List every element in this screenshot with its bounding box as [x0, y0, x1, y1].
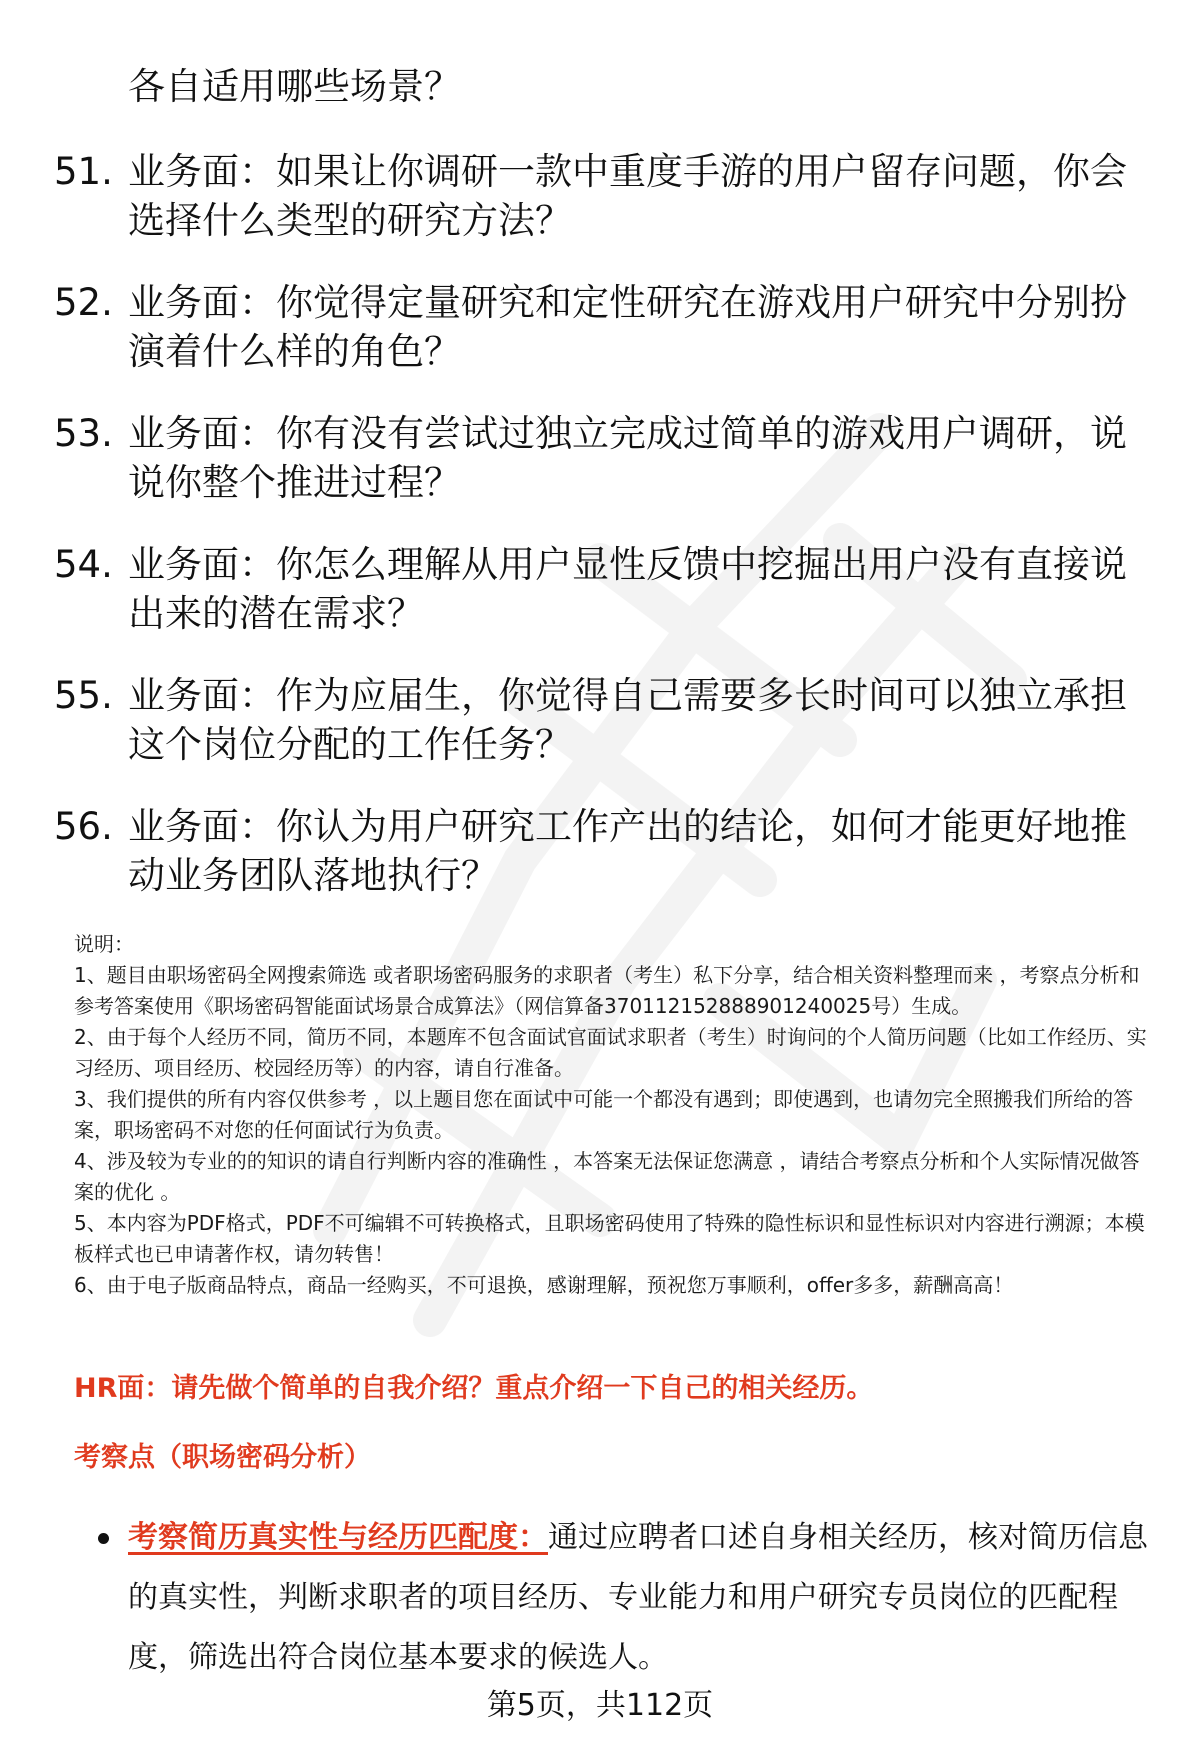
notes-item: 6、由于电子版商品特点，商品一经购买，不可退换，感谢理解，预祝您万事顺利，offer多多，薪酬高高！	[74, 1273, 1014, 1297]
question-number: 54.	[54, 543, 113, 586]
page-footer: 第5页，共112页	[486, 1688, 714, 1723]
notes-item: 1、题目由职场密码全网搜索筛选 或者职场密码服务的求职者（考生）私下分享，结合相关资料整理而来 ，考察点分析和参考答案使用《职场密码智能面试场景合成算法》（网信算备370112152888901240025号）生成。	[74, 963, 1140, 1018]
intro-line	[54, 62, 1154, 111]
bullet-body	[128, 1508, 1158, 1688]
question-item	[54, 671, 1154, 769]
question-item	[54, 278, 1154, 376]
question-item	[54, 409, 1154, 507]
question-text: 业务面：你怎么理解从用户显性反馈中挖掘出用户没有直接说出来的潜在需求？	[128, 543, 1127, 635]
question-item	[54, 540, 1154, 638]
question-number: 53.	[54, 412, 113, 455]
question-text: 业务面：如果让你调研一款中重度手游的用户留存问题，你会选择什么类型的研究方法？	[128, 150, 1127, 242]
question-text: 业务面：作为应届生，你觉得自己需要多长时间可以独立承担这个岗位分配的工作任务？	[128, 674, 1127, 766]
question-text: 业务面：你有没有尝试过独立完成过简单的游戏用户调研，说说你整个推进过程？	[128, 412, 1127, 504]
question-number: 51.	[54, 150, 113, 193]
question-number: 52.	[54, 281, 113, 324]
notes-item: 2、由于每个人经历不同，简历不同，本题库不包含面试官面试求职者（考生）时询问的个人简历问题（比如工作经历、实习经历、项目经历、校园经历等）的内容，请自行准备。	[74, 1025, 1147, 1080]
notes-item: 4、涉及较为专业的的知识的请自行判断内容的准确性 ，本答案无法保证您满意 ，请结合考察点分析和个人实际情况做答案的优化 。	[74, 1149, 1140, 1204]
question-item	[54, 802, 1154, 900]
analysis-bullet	[98, 1508, 1158, 1688]
question-item	[54, 147, 1154, 245]
notes-title: 说明：	[74, 932, 134, 956]
analysis-heading: 考察点（职场密码分析）	[74, 1442, 371, 1473]
question-text: 业务面：你觉得定量研究和定性研究在游戏用户研究中分别扮演着什么样的角色？	[128, 281, 1127, 373]
question-number: 55.	[54, 674, 113, 717]
question-text: 业务面：你认为用户研究工作产出的结论，如何才能更好地推动业务团队落地执行？	[128, 805, 1127, 897]
notes-section	[74, 929, 1159, 1301]
hr-question-heading: HR面：请先做个简单的自我介绍？重点介绍一下自己的相关经历。	[74, 1373, 874, 1404]
bullet-key-phrase: 考察简历真实性与经历匹配度：	[128, 1520, 548, 1555]
notes-item: 5、本内容为PDF格式，PDF不可编辑不可转换格式，且职场密码使用了特殊的隐性标识和显性标识对内容进行溯源；本模板样式也已申请著作权，请勿转售！	[74, 1211, 1145, 1266]
bullet-dot-icon	[98, 1533, 109, 1544]
bullet-description: 通过应聘者口述自身相关经历，核对简历信息的真实性，判断求职者的项目经历、专业能力和用户研究专员岗位的匹配程度，筛选出符合岗位基本要求的候选人。	[128, 1520, 1148, 1675]
question-number: 56.	[54, 805, 113, 848]
notes-item: 3、我们提供的所有内容仅供参考 ，以上题目您在面试中可能一个都没有遇到；即使遇到，也请勿完全照搬我们所给的答案，职场密码不对您的任何面试行为负责。	[74, 1087, 1134, 1142]
intro-line-text: 各自适用哪些场景？	[128, 65, 461, 108]
